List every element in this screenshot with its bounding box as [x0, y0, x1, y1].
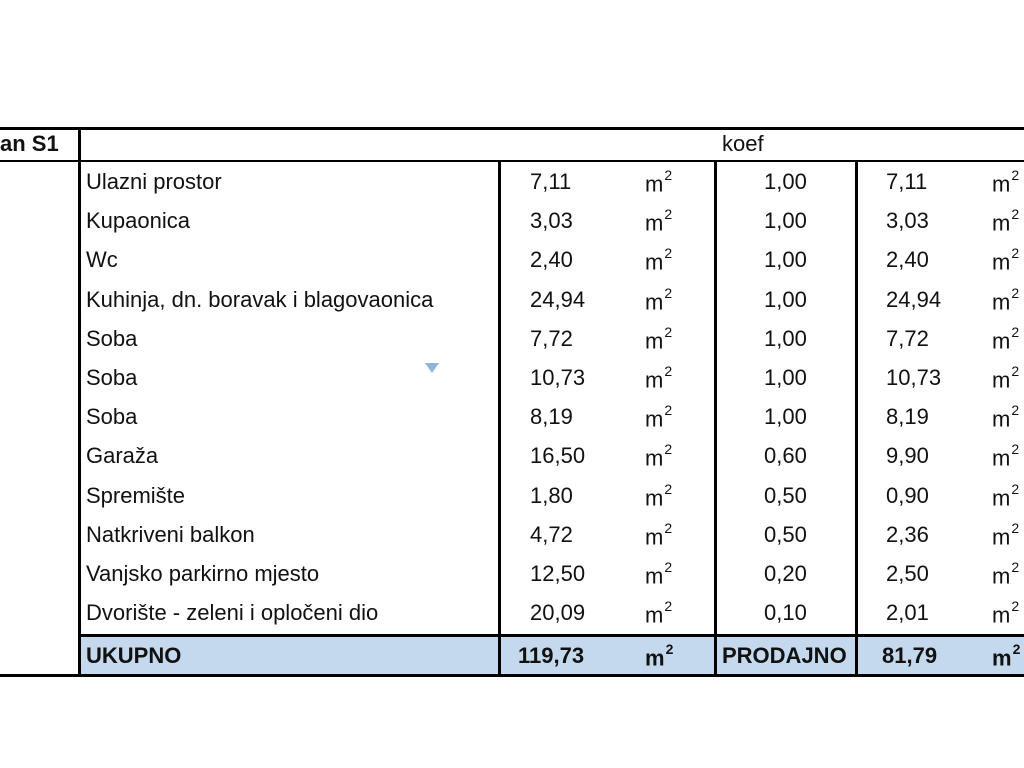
room-result: 2,40: [886, 247, 929, 272]
room-area-unit: $m^2$: [645, 402, 673, 432]
result-column-border: [855, 161, 858, 677]
room-koef: 1,00: [764, 365, 807, 390]
room-result-unit: $m^2$: [992, 441, 1020, 471]
table-bottom-border: [0, 674, 1024, 677]
room-name: Vanjsko parkirno mjesto: [86, 561, 320, 586]
room-area: 20,09: [530, 600, 586, 625]
room-koef: 1,00: [764, 208, 807, 233]
total-value: 119,73: [518, 643, 585, 668]
sale-unit: $m^2$: [992, 641, 1021, 671]
room-result-unit: $m^2$: [992, 285, 1020, 315]
room-name: Wc: [86, 247, 118, 272]
room-result: 2,01: [886, 600, 929, 625]
header-bottom-border: [0, 160, 1024, 162]
room-area: 2,40: [530, 247, 573, 272]
room-result: 7,72: [886, 326, 929, 351]
room-result: 2,50: [886, 561, 929, 586]
room-area-unit: $m^2$: [645, 324, 673, 354]
room-area-unit: $m^2$: [645, 245, 673, 275]
room-result: 9,90: [886, 443, 929, 468]
room-area: 4,72: [530, 522, 573, 547]
room-koef: 1,00: [764, 287, 807, 312]
room-area: 8,19: [530, 404, 573, 429]
room-koef: 0,50: [764, 483, 807, 508]
room-result-unit: $m^2$: [992, 324, 1020, 354]
room-result-unit: $m^2$: [992, 363, 1020, 393]
room-result: 3,03: [886, 208, 929, 233]
room-name: Dvorište - zeleni i opločeni dio: [86, 600, 379, 625]
room-area-unit: $m^2$: [645, 167, 673, 197]
room-result: 2,36: [886, 522, 929, 547]
room-koef: 1,00: [764, 326, 807, 351]
room-area: 12,50: [530, 561, 586, 586]
room-area: 24,94: [530, 287, 586, 312]
room-result-unit: $m^2$: [992, 167, 1020, 197]
room-area-unit: $m^2$: [645, 559, 673, 589]
room-result-unit: $m^2$: [992, 598, 1020, 628]
room-koef: 0,10: [764, 600, 807, 625]
room-name: Garaža: [86, 443, 159, 468]
sale-value: 81,79: [882, 643, 938, 668]
room-result-unit: $m^2$: [992, 402, 1020, 432]
room-area-unit: $m^2$: [645, 520, 673, 550]
room-name: Soba: [86, 404, 138, 429]
room-name: Kupaonica: [86, 208, 190, 233]
room-koef: 1,00: [764, 247, 807, 272]
room-result: 8,19: [886, 404, 929, 429]
room-name: Soba: [86, 365, 138, 390]
room-result: 7,11: [886, 169, 928, 194]
total-unit: $m^2$: [645, 641, 674, 671]
room-area: 1,80: [530, 483, 573, 508]
room-koef: 0,60: [764, 443, 807, 468]
room-result-unit: $m^2$: [992, 481, 1020, 511]
room-result: 10,73: [886, 365, 942, 390]
room-area: 10,73: [530, 365, 586, 390]
room-area-unit: $m^2$: [645, 285, 673, 315]
room-area: 7,11: [530, 169, 572, 194]
table-top-border: [0, 127, 1024, 130]
room-area: 16,50: [530, 443, 586, 468]
room-area-unit: $m^2$: [645, 363, 673, 393]
room-name: Natkriveni balkon: [86, 522, 255, 547]
caret-down-icon: [425, 363, 439, 373]
total-top-border: [80, 634, 1024, 637]
room-koef: 0,20: [764, 561, 807, 586]
room-area-unit: $m^2$: [645, 441, 673, 471]
room-koef: 1,00: [764, 404, 807, 429]
area-table: [0, 127, 1024, 677]
room-result-unit: $m^2$: [992, 559, 1020, 589]
room-name: Ulazni prostor: [86, 169, 222, 194]
room-result-unit: $m^2$: [992, 245, 1020, 275]
sale-label: PRODAJNO: [722, 643, 847, 668]
room-result: 0,90: [886, 483, 929, 508]
room-area-unit: $m^2$: [645, 481, 673, 511]
room-name: Spremište: [86, 483, 186, 508]
room-result-unit: $m^2$: [992, 520, 1020, 550]
room-koef: 1,00: [764, 169, 807, 194]
room-area-unit: $m^2$: [645, 598, 673, 628]
room-koef: 0,50: [764, 522, 807, 547]
room-result: 24,94: [886, 287, 942, 312]
room-name: Kuhinja, dn. boravak i blagovaonica: [86, 287, 434, 312]
plan-label: an S1: [0, 131, 59, 156]
label-column-border: [78, 127, 81, 677]
koef-column-border: [714, 161, 717, 677]
room-name: Soba: [86, 326, 138, 351]
room-area: 3,03: [530, 208, 573, 233]
koef-header: koef: [722, 131, 764, 156]
room-result-unit: $m^2$: [992, 206, 1020, 236]
room-area: 7,72: [530, 326, 573, 351]
area-column-border: [498, 161, 501, 677]
total-label: UKUPNO: [86, 643, 182, 668]
room-area-unit: $m^2$: [645, 206, 673, 236]
